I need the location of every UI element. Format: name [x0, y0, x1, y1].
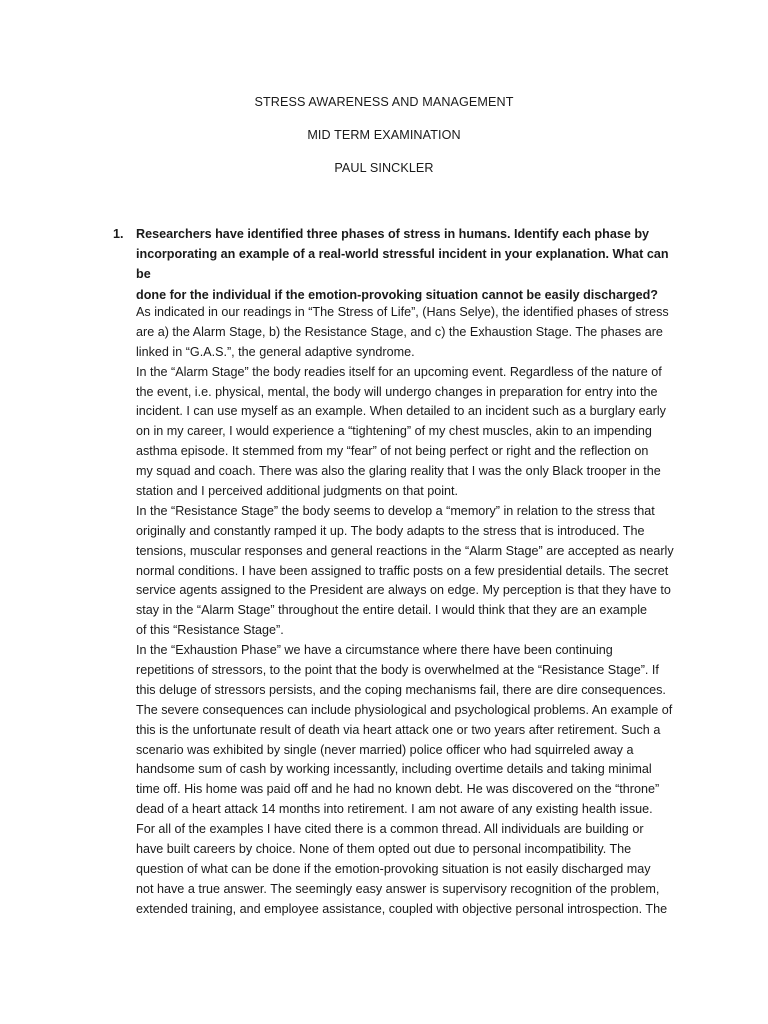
answer-line: In the “Alarm Stage” the body readies itself for an upcoming event. Regardless of the nature of — [136, 364, 662, 379]
answer-line: this is the unfortunate result of death via heart attack one or two years after retirement. Such a — [136, 722, 661, 737]
answer-line: As indicated in our readings in “The Stress of Life”, (Hans Selye), the identified phases of stress — [136, 305, 669, 319]
answer-line: of this “Resistance Stage”. — [136, 623, 284, 638]
question-number: 1. — [113, 227, 124, 241]
answer-line: my squad and coach. There was also the glaring reality that I was the only Black trooper in the — [136, 464, 661, 479]
answer-line: repetitions of stressors, to the point that the body is overwhelmed at the “Resistance Stage”. If — [136, 663, 659, 678]
exam-title: MID TERM EXAMINATION — [307, 128, 461, 142]
answer-line: linked in “G.A.S.”, the general adaptive syndrome. — [136, 344, 415, 359]
answer-line: In the “Resistance Stage” the body seems to develop a “memory” in relation to the stress that — [136, 503, 655, 518]
answer-line: the event, i.e. physical, mental, the body will undergo changes in preparation for entry into the — [136, 384, 658, 399]
answer-line: service agents assigned to the President are always on edge. My perception is that they have to — [136, 583, 671, 598]
answer-line: stay in the “Alarm Stage” throughout the entire detail. I would think that they are an example — [136, 603, 648, 618]
question-text — [136, 224, 673, 305]
answer-line: dead of a heart attack 14 months into retirement. I am not aware of any existing health issue. — [136, 802, 653, 817]
answer-line: tensions, muscular responses and general reactions in the “Alarm Stage” are accepted as nearly — [136, 543, 674, 558]
answer-line: on in my career, I would experience a “tightening” of my chest muscles, akin to an impending — [136, 424, 652, 439]
answer-line: In the “Exhaustion Phase” we have a circumstance where there have been continuing — [136, 643, 613, 658]
answer-line: question of what can be done if the emotion-provoking situation is not easily discharged may — [136, 861, 651, 876]
question-line: done for the individual if the emotion-provoking situation cannot be easily discharged? — [136, 287, 658, 302]
answer-line: asthma episode. It stemmed from my “fear” of not being perfect or right and the reflection on — [136, 444, 649, 459]
answer-line: extended training, and employee assistance, coupled with objective personal introspection. The — [136, 901, 668, 916]
answer-line: not have a true answer. The seemingly easy answer is supervisory recognition of the problem, — [136, 881, 660, 896]
answer-line: handsome sum of cash by working incessantly, including overtime details and taking minimal — [136, 762, 652, 777]
question-1 — [113, 224, 673, 305]
answer-line: have built careers by choice. None of them opted out due to personal incompatibility. The — [136, 842, 632, 857]
question-line: Researchers have identified three phases of stress in humans. Identify each phase by — [136, 227, 650, 241]
answer-line: normal conditions. I have been assigned to traffic posts on a few presidential details. The secret — [136, 563, 669, 578]
question-line: incorporating an example of a real-world stressful incident in your explanation. What can be — [136, 247, 669, 282]
answer-line: station and I perceived additional judgments on that point. — [136, 484, 459, 499]
answer-line: this deluge of stressors persists, and the coping mechanisms fail, there are dire consequences. — [136, 682, 666, 697]
answer-text — [136, 303, 684, 920]
answer-line: For all of the examples I have cited there is a common thread. All individuals are building or — [136, 822, 644, 837]
author-name: PAUL SINCKLER — [334, 161, 434, 175]
answer-line: are a) the Alarm Stage, b) the Resistance Stage, and c) the Exhaustion Stage. The phases are — [136, 324, 663, 339]
answer-line: incident. I can use myself as an example. When detailed to an incident such as a burglary early — [136, 404, 666, 419]
answer-line: time off. His home was paid off and he had no known debt. He was discovered on the “throne” — [136, 782, 660, 797]
course-title: STRESS AWARENESS AND MANAGEMENT — [254, 95, 514, 109]
answer-line: originally and constantly ramped it up. The body adapts to the stress that is introduced. The — [136, 523, 645, 538]
answer-line: scenario was exhibited by single (never married) police officer who had squirreled away a — [136, 742, 634, 757]
answer-line: The severe consequences can include physiological and psychological problems. An example of — [136, 702, 673, 717]
